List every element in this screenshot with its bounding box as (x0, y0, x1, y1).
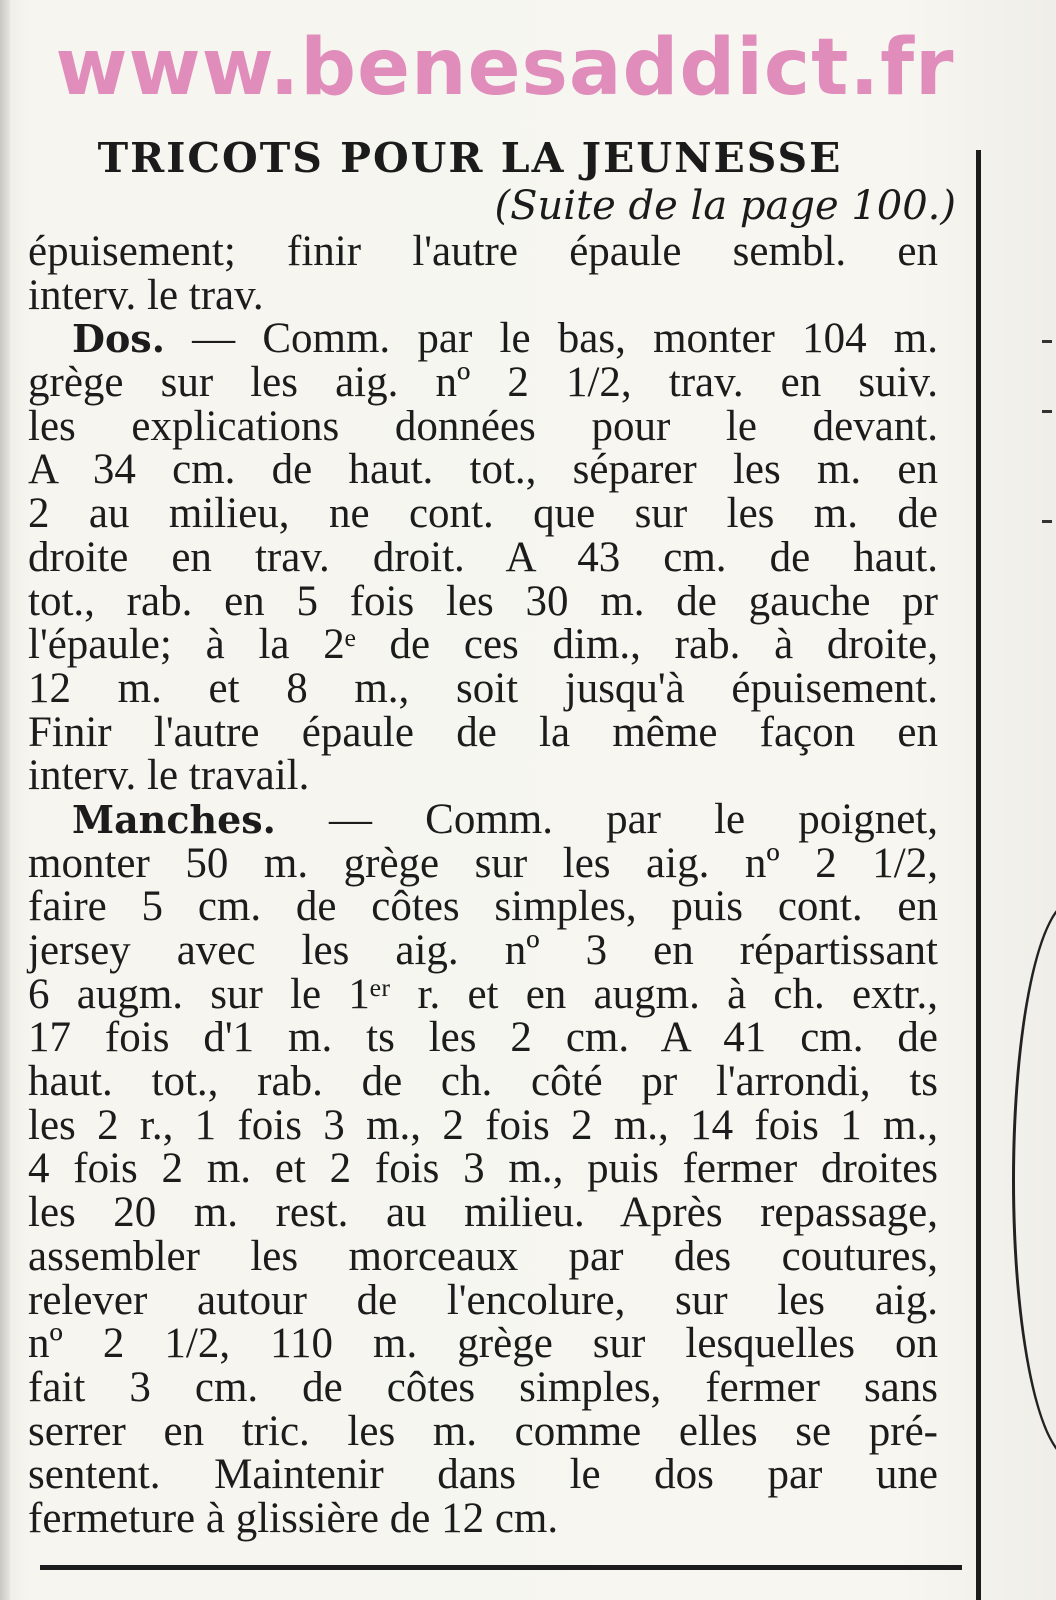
text-line (28, 708, 938, 756)
text-line (28, 754, 938, 798)
text-line (28, 885, 938, 929)
line-text: — Comm. par le poignet, (275, 795, 938, 843)
line-text: 4 fois 2 m. et 2 fois 3 m., puis fermer droites (28, 1145, 938, 1193)
text-line (28, 271, 938, 319)
text-line (28, 1322, 938, 1366)
text-line (28, 1232, 938, 1280)
text-line (28, 1191, 938, 1235)
line-text: — Comm. par le bas, monter 104 m. (164, 315, 938, 363)
article-body (28, 230, 938, 1541)
text-line (28, 361, 938, 405)
text-line (28, 492, 938, 536)
line-text: 2 au milieu, ne cont. que sur les m. de (28, 490, 938, 538)
text-line (28, 1016, 938, 1060)
column-rule-horizontal (40, 1565, 962, 1570)
text-line (28, 1101, 938, 1149)
line-text: A 34 cm. de haut. tot., séparer les m. en (28, 446, 938, 494)
text-line (28, 230, 938, 274)
line-text: fait 3 cm. de côtes simples, fermer sans (28, 1363, 938, 1411)
line-text: jersey avec les aig. nº 3 en répartissant (28, 927, 938, 974)
line-text: monter 50 m. grège sur les aig. nº 2 1/2, (28, 839, 938, 887)
line-text: assembler les morceaux par des coutures, (28, 1232, 938, 1280)
line-text: 17 fois d'1 m. ts les 2 cm. A 41 cm. de (28, 1014, 938, 1062)
line-text: relever autour de l'encolure, sur les aig. (28, 1276, 938, 1324)
adjacent-column-mark (1042, 520, 1052, 523)
text-line (28, 1276, 938, 1324)
text-line (28, 402, 938, 450)
line-text: sentent. Maintenir dans le dos par une (28, 1451, 938, 1499)
line-text: serrer en tric. les m. comme elles se pré- (28, 1407, 938, 1455)
line-text: 6 augm. sur le 1ᵉʳ r. et en augm. à ch. extr., (28, 970, 938, 1018)
text-line (28, 664, 938, 712)
adjacent-column-mark (1042, 340, 1052, 343)
watermark-text: www.benesaddict.fr (55, 23, 955, 113)
line-text: faire 5 cm. de côtes simples, puis cont. en (28, 883, 938, 931)
line-text: Finir l'autre épaule de la même façon en (28, 708, 938, 756)
article-title: TRICOTS POUR LA JEUNESSE (97, 134, 843, 182)
line-text: fermeture à glissière de 12 cm. (28, 1494, 559, 1542)
column-rule-vertical (976, 150, 981, 1600)
text-line (28, 795, 938, 843)
text-line (28, 839, 938, 887)
line-text: les 20 m. rest. au milieu. Après repassage, (28, 1189, 938, 1237)
text-line (28, 1147, 938, 1191)
line-text: les 2 r., 1 fois 3 m., 2 fois 2 m., 14 fois 1 m., (28, 1101, 938, 1149)
line-text: grège sur les aig. nº 2 1/2, trav. en suiv. (28, 359, 938, 407)
line-text: tot., rab. en 5 fois les 30 m. de gauche pr (28, 577, 938, 625)
text-line (28, 1363, 938, 1411)
line-text: interv. le travail. (28, 752, 310, 800)
text-line (28, 1494, 938, 1542)
line-text: interv. le trav. (28, 271, 264, 319)
line-text: épuisement; finir l'autre épaule sembl. en (28, 228, 938, 275)
line-text: l'épaule; à la 2ᵉ de ces dim., rab. à droite, (28, 621, 938, 669)
text-line (28, 1407, 938, 1455)
line-text: les explications données pour le devant. (28, 402, 938, 450)
text-line (28, 1453, 938, 1497)
adjacent-column-arc (1012, 900, 1056, 1460)
text-line (28, 577, 938, 625)
continuation-note: (Suite de la page 100.) (494, 183, 956, 229)
text-line (28, 929, 938, 973)
text-line (28, 623, 938, 667)
section-heading: Dos. (72, 316, 165, 362)
text-line (28, 317, 938, 361)
text-line (28, 533, 938, 581)
section-heading: Manches. (72, 796, 276, 842)
text-line (28, 970, 938, 1018)
line-text: haut. tot., rab. de ch. côté pr l'arrondi, ts (28, 1058, 938, 1106)
line-text: droite en trav. droit. A 43 cm. de haut. (28, 533, 938, 581)
page-left-edge (0, 0, 10, 1600)
adjacent-column-mark (1042, 410, 1052, 413)
text-line (28, 448, 938, 492)
line-text: nº 2 1/2, 110 m. grège sur lesquelles on (28, 1320, 938, 1368)
text-line (28, 1060, 938, 1104)
line-text: 12 m. et 8 m., soit jusqu'à épuisement. (28, 664, 938, 712)
